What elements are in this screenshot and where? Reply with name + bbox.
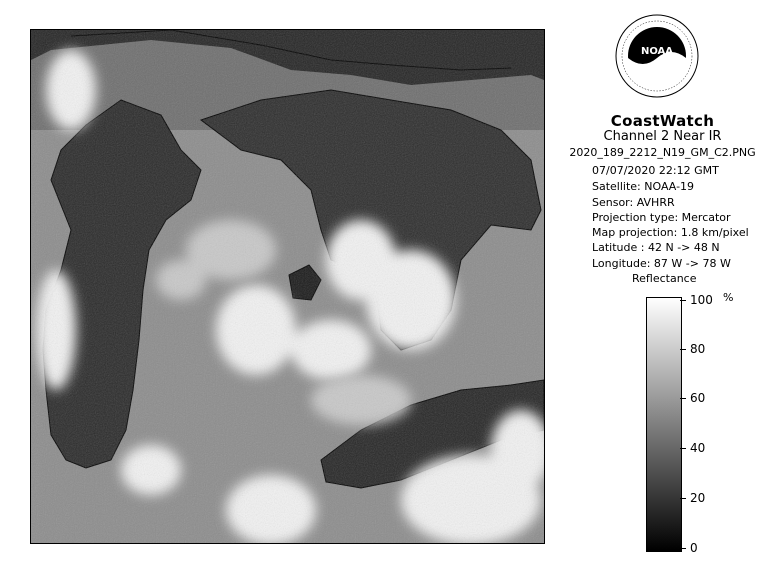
meta-map-projection: Map projection: 1.8 km/pixel xyxy=(592,226,749,239)
meta-satellite: Satellite: NOAA-19 xyxy=(592,180,695,193)
colorbar-tick xyxy=(680,300,686,301)
legend-title: Reflectance xyxy=(632,272,697,285)
file-name: 2020_189_2212_N19_GM_C2.PNG xyxy=(569,146,756,159)
meta-sensor: Sensor: AVHRR xyxy=(592,196,675,209)
app-title: CoastWatch xyxy=(610,112,715,130)
noaa-logo xyxy=(615,14,699,98)
colorbar-tick-label: 100 xyxy=(690,293,713,307)
channel-subtitle: Channel 2 Near IR xyxy=(603,129,722,144)
colorbar-tick-label: 20 xyxy=(690,491,706,505)
colorbar-tick xyxy=(680,398,686,399)
colorbar-tick xyxy=(680,349,686,350)
colorbar-tick-label: 80 xyxy=(690,342,706,356)
satellite-image xyxy=(30,29,545,544)
legend-unit: % xyxy=(723,291,734,304)
meta-latitude: Latitude : 42 N -> 48 N xyxy=(592,241,720,254)
meta-projection-type: Projection type: Mercator xyxy=(592,211,731,224)
meta-longitude: Longitude: 87 W -> 78 W xyxy=(592,257,731,270)
noaa-logo-text: NOAA xyxy=(640,46,674,57)
colorbar-tick xyxy=(680,498,686,499)
colorbar-tick xyxy=(680,448,686,449)
colorbar-tick-label: 0 xyxy=(690,541,698,555)
colorbar-tick-label: 40 xyxy=(690,441,706,455)
reflectance-colorbar xyxy=(646,297,682,552)
colorbar-tick xyxy=(680,548,686,549)
meta-datetime: 07/07/2020 22:12 GMT xyxy=(592,164,719,177)
colorbar-tick-label: 60 xyxy=(690,391,706,405)
